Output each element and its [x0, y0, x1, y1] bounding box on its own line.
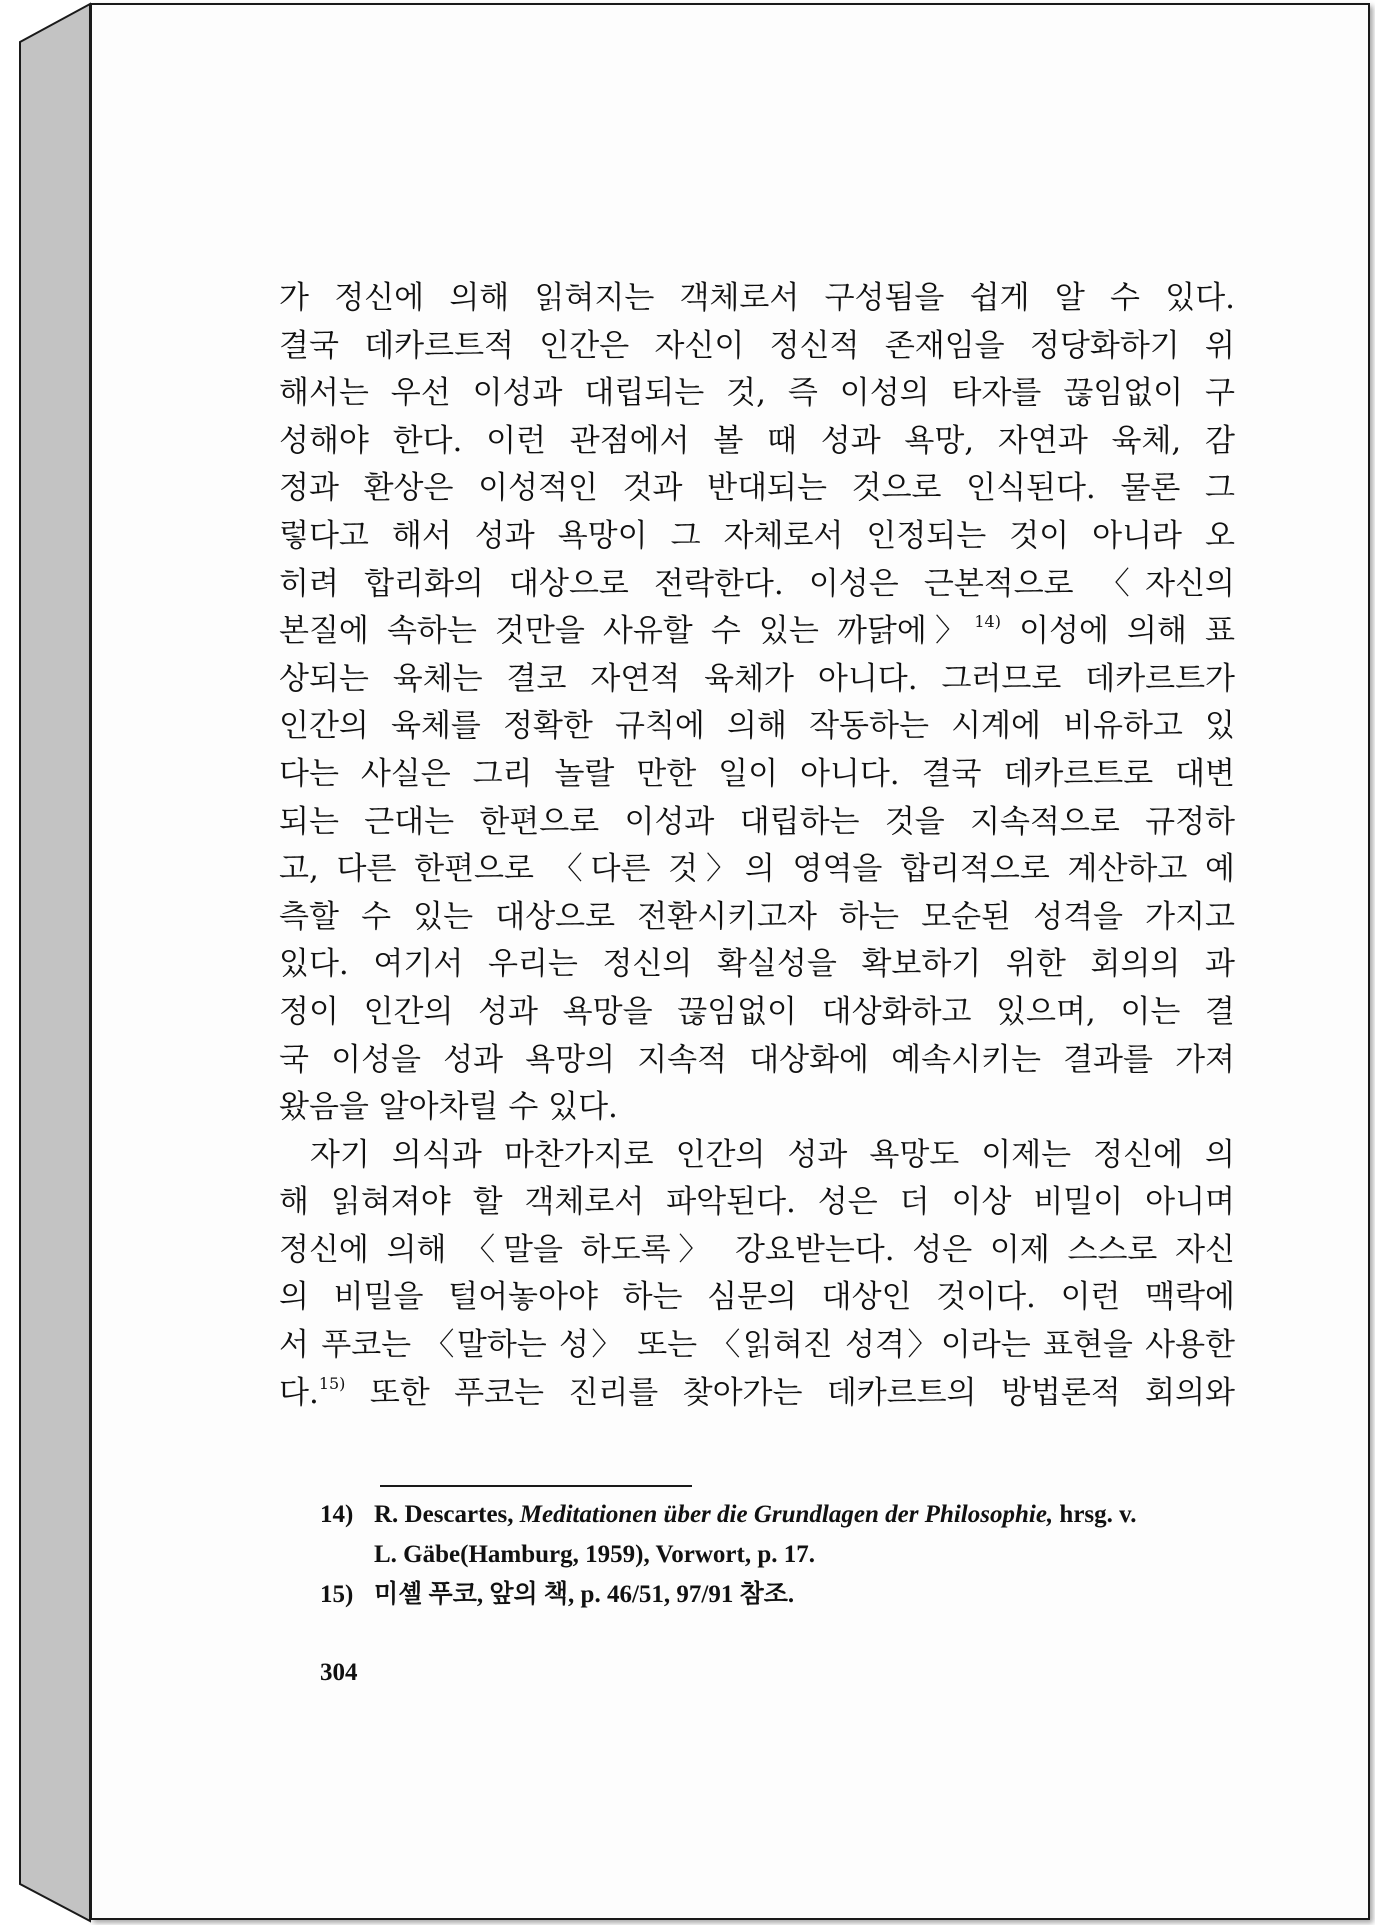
text-segment: 또한 푸코는 진리를 찾아가는 데카르트의 방법론적 회의와 — [369, 1374, 1236, 1411]
text-line: 정이 인간의 성과 욕망을 끊임없이 대상화하고 있으며, 이는 결 — [279, 993, 1235, 1030]
paragraph-2 — [279, 1132, 1235, 1418]
text-line: 자기 의식과 마찬가지로 인간의 성과 욕망도 이제는 정신에 의 — [310, 1136, 1235, 1173]
footnote-14 — [320, 1495, 1240, 1575]
text-line: 의 비밀을 털어놓아야 하는 심문의 대상인 것이다. 이런 맥락에 — [279, 1279, 1235, 1316]
text-line: 가 정신에 의해 읽혀지는 객체로서 구성됨을 쉽게 알 수 있다. — [279, 280, 1235, 316]
footnote-detail: hrsg. v. — [1053, 1501, 1137, 1528]
body-text — [279, 275, 1235, 1417]
footnote-text: 미셸 푸코, 앞의 책, p. 46/51, 97/91 참조. — [374, 1581, 795, 1608]
text-line: 서 푸코는 〈말하는 성〉 또는 〈읽혀진 성격〉이라는 표현을 사용한 — [279, 1327, 1235, 1364]
footnote-title: Meditationen über die Grundlagen der Philosophie, — [519, 1501, 1054, 1528]
footnote-divider — [380, 1485, 692, 1487]
text-line: 성해야 한다. 이런 관점에서 볼 때 성과 욕망, 자연과 육체, 감 — [279, 422, 1235, 459]
text-line-with-footnote — [279, 608, 1235, 656]
text-line: 국 이성을 성과 욕망의 지속적 대상화에 예속시키는 결과를 가져 — [279, 1041, 1235, 1078]
text-line: 측할 수 있는 대상으로 전환시키고자 하는 모순된 성격을 가지고 — [279, 898, 1235, 935]
text-line: 고, 다른 한편으로 〈다른 것〉의 영역을 합리적으로 계산하고 예 — [279, 851, 1235, 888]
text-line: 해 읽혀져야 할 객체로서 파악된다. 성은 더 이상 비밀이 아니며 — [279, 1184, 1235, 1221]
text-line: 렇다고 해서 성과 욕망이 그 자체로서 인정되는 것이 아니라 오 — [279, 517, 1235, 554]
text-segment: 다. — [279, 1374, 319, 1411]
text-line-with-footnote — [279, 1370, 1235, 1418]
text-segment: 이성에 의해 표 — [1019, 613, 1236, 650]
text-line: 해서는 우선 이성과 대립되는 것, 즉 이성의 타자를 끊임없이 구 — [279, 375, 1235, 412]
paragraph-1 — [279, 275, 1235, 1132]
footnote-15 — [320, 1575, 1240, 1615]
text-line: 왔음을 알아차릴 수 있다. — [279, 1089, 618, 1126]
footnote-continuation: L. Gäbe(Hamburg, 1959), Vorwort, p. 17. — [374, 1541, 815, 1568]
footnote-ref-15: 15) — [318, 1373, 346, 1393]
text-line: 히려 합리화의 대상으로 전락한다. 이성은 근본적으로 〈자신의 — [279, 565, 1235, 602]
text-line: 정과 환상은 이성적인 것과 반대되는 것으로 인식된다. 물론 그 — [279, 470, 1235, 507]
footnotes — [320, 1495, 1240, 1615]
text-line: 다는 사실은 그리 놀랄 만한 일이 아니다. 결국 데카르트로 대변 — [279, 755, 1235, 792]
text-line: 있다. 여기서 우리는 정신의 확실성을 확보하기 위한 회의의 과 — [279, 946, 1235, 983]
footnote-number: 14) — [320, 1501, 354, 1528]
text-line: 인간의 육체를 정확한 규칙에 의해 작동하는 시계에 비유하고 있 — [279, 708, 1235, 745]
text-segment: 본질에 속하는 것만을 사유할 수 있는 까닭에〉 — [279, 613, 975, 650]
text-line: 되는 근대는 한편으로 이성과 대립하는 것을 지속적으로 규정하 — [279, 803, 1235, 840]
footnote-number: 15) — [320, 1581, 354, 1608]
text-line: 결국 데카르트적 인간은 자신이 정신적 존재임을 정당화하기 위 — [279, 327, 1235, 364]
book-page — [90, 3, 1370, 1920]
footnote-ref-14: 14) — [974, 612, 1001, 632]
page-number: 304 — [320, 1659, 358, 1686]
footnote-author: R. Descartes, — [374, 1501, 520, 1528]
book-spine — [0, 0, 92, 1925]
text-line: 상되는 육체는 결코 자연적 육체가 아니다. 그러므로 데카르트가 — [279, 660, 1235, 697]
text-line: 정신에 의해 〈말을 하도록〉 강요받는다. 성은 이제 스스로 자신 — [279, 1231, 1235, 1268]
